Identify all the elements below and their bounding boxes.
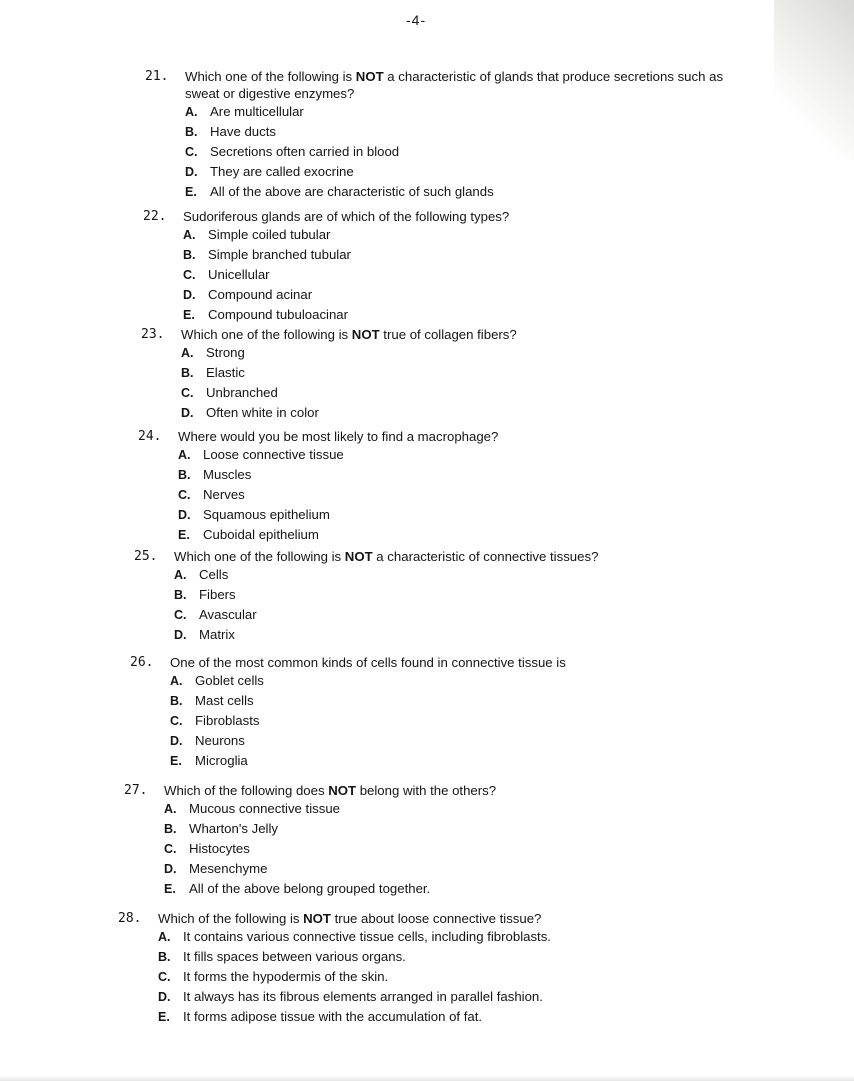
answer-option-e[interactable]: E. All of the above are characteristic of such glands [185, 184, 494, 199]
answer-option-d[interactable]: D. Compound acinar [183, 287, 313, 302]
question-stem: Which one of the following is NOT a characteristic of connective tissues? [174, 549, 599, 564]
answer-option-a[interactable]: A. Simple coiled tubular [183, 227, 331, 242]
answer-option-e[interactable]: E. It forms adipose tissue with the accumulation of fat. [158, 1009, 483, 1024]
answer-option-b[interactable]: B. Wharton's Jelly [164, 821, 278, 836]
answer-option-e[interactable]: E. Cuboidal epithelium [178, 527, 319, 542]
question-emphasis: NOT [344, 549, 373, 564]
answer-option-d[interactable]: D. Mesenchyme [164, 861, 268, 876]
question-stem: Which of the following does NOT belong with the others? [164, 783, 497, 798]
question-number: 26. [130, 655, 154, 670]
question-number: 24. [138, 429, 162, 444]
question-number: 23. [141, 327, 165, 342]
question-stem: Where would you be most likely to find a macrophage? [178, 429, 499, 444]
answer-option-d[interactable]: D. It always has its fibrous elements arranged in parallel fashion. [158, 989, 543, 1004]
answer-option-a[interactable]: A. Mucous connective tissue [164, 801, 340, 816]
answer-option-d[interactable]: D. Often white in color [181, 405, 319, 420]
question-28 [118, 910, 758, 1027]
answer-option-c[interactable]: C. Nerves [178, 487, 245, 502]
question-emphasis: NOT [303, 911, 331, 926]
answer-option-d[interactable]: D. They are called exocrine [185, 164, 354, 179]
page-corner-shadow [774, 0, 854, 160]
question-number: 27. [124, 783, 148, 798]
answer-option-d[interactable]: D. Neurons [170, 733, 245, 748]
answer-option-a[interactable]: A. Cells [174, 567, 229, 582]
answer-option-a[interactable]: A. It contains various connective tissue cells, including fibroblasts. [158, 929, 551, 944]
answer-option-a[interactable]: A. Goblet cells [170, 673, 264, 688]
question-number: 22. [143, 209, 167, 224]
question-stem: Which one of the following is NOT true of collagen fibers? [181, 327, 517, 342]
answer-option-b[interactable]: B. It fills spaces between various organs. [158, 949, 406, 964]
answer-options [183, 225, 743, 325]
question-21 [145, 68, 745, 202]
answer-options [164, 799, 724, 899]
answer-option-b[interactable]: B. Muscles [178, 467, 252, 482]
question-stem: Which one of the following is NOT a characteristic of glands that produce secretions such as sweat or digestive enzymes? [185, 69, 724, 101]
question-number: 25. [134, 549, 158, 564]
question-number: 28. [118, 911, 142, 926]
question-26 [130, 654, 730, 771]
question-27 [124, 782, 724, 899]
question-stem: Sudoriferous glands are of which of the following types? [183, 209, 510, 224]
question-22 [143, 208, 743, 325]
answer-options [170, 671, 730, 771]
answer-option-c[interactable]: C. Avascular [174, 607, 257, 622]
question-stem: Which of the following is NOT true about loose connective tissue? [158, 911, 542, 926]
question-emphasis: NOT [355, 69, 384, 84]
answer-options [158, 927, 758, 1027]
answer-option-a[interactable]: A. Are multicellular [185, 104, 304, 119]
answer-option-e[interactable]: E. All of the above belong grouped together. [164, 881, 431, 896]
answer-option-c[interactable]: C. It forms the hypodermis of the skin. [158, 969, 389, 984]
answer-option-d[interactable]: D. Matrix [174, 627, 235, 642]
answer-option-b[interactable]: B. Fibers [174, 587, 236, 602]
answer-option-a[interactable]: A. Loose connective tissue [178, 447, 344, 462]
answer-options [174, 565, 734, 645]
answer-option-d[interactable]: D. Squamous epithelium [178, 507, 330, 522]
question-23 [141, 326, 741, 423]
answer-options [181, 343, 741, 423]
answer-option-c[interactable]: C. Unicellular [183, 267, 270, 282]
answer-option-b[interactable]: B. Have ducts [185, 124, 276, 139]
answer-option-c[interactable]: C. Histocytes [164, 841, 250, 856]
answer-option-c[interactable]: C. Secretions often carried in blood [185, 144, 400, 159]
question-emphasis: NOT [328, 783, 357, 798]
page-bottom-edge [0, 1075, 854, 1081]
answer-option-c[interactable]: C. Unbranched [181, 385, 278, 400]
answer-option-b[interactable]: B. Mast cells [170, 693, 254, 708]
answer-option-a[interactable]: A. Strong [181, 345, 245, 360]
page-number: -4- [406, 12, 427, 28]
answer-options [185, 102, 745, 202]
question-number: 21. [145, 69, 169, 84]
answer-option-c[interactable]: C. Fibroblasts [170, 713, 260, 728]
question-stem: One of the most common kinds of cells found in connective tissue is [170, 655, 566, 670]
answer-option-b[interactable]: B. Simple branched tubular [183, 247, 351, 262]
question-24 [138, 428, 738, 545]
question-25 [134, 548, 734, 645]
answer-option-e[interactable]: E. Microglia [170, 753, 248, 768]
answer-option-e[interactable]: E. Compound tubuloacinar [183, 307, 349, 322]
question-emphasis: NOT [351, 327, 380, 342]
answer-option-b[interactable]: B. Elastic [181, 365, 245, 380]
answer-options [178, 445, 738, 545]
